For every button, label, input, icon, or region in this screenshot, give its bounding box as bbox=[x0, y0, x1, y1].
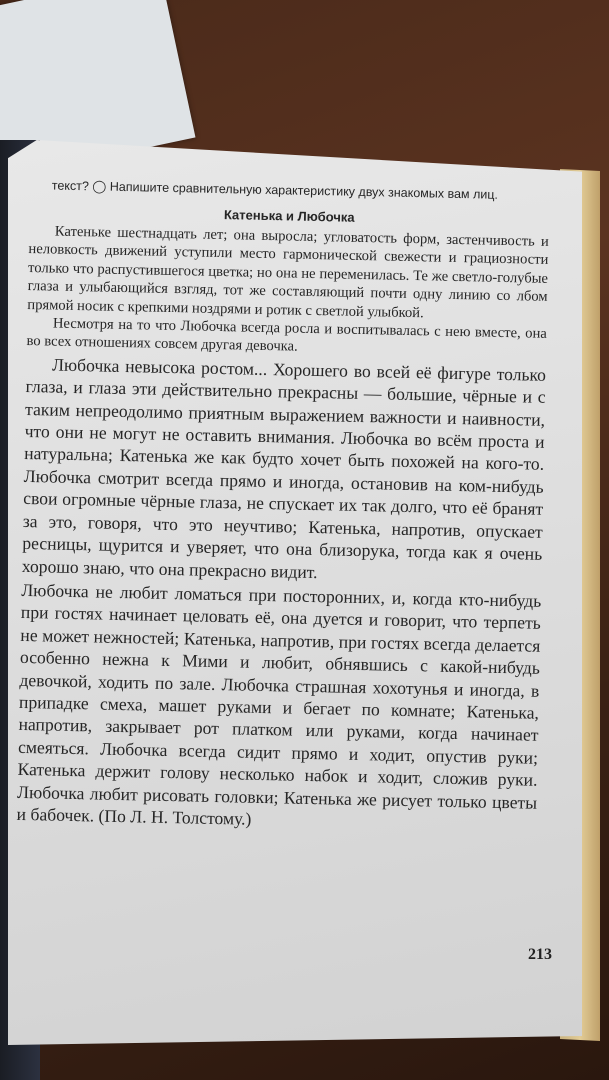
paragraph-4: Любочка не любит ломаться при посторонних, и, когда кто-нибудь при гостях начинает целовать её, она дуется и говорит, что терпеть не может нежностей; Катенька, напротив, при гостях всегда делается особенно нежна к Мими и любит, обнявшись с какой-нибудь девочкой, ходить по зале. Любочка страшная хохотунья и иногда, в припадке смеха, машет руками и бегает по комнате; Катенька, напротив, закрывает рот платком или руками, когда начинает смеяться. Любочка всегда сидит прямо и ходит, опустив руки; Катенька держит голову несколько набок и ходит, сложив руки. Любочка любит рисовать головки; Катенька же рисует только цветы и бабочек. (По Л. Н. Толстому.) bbox=[16, 579, 542, 829]
paragraph-1: Катеньке шестнадцать лет; она выросла; угловатость форм, застенчивость и неловкость движений уступили место гармонической свежести и грациозности только что распустившегося цветка; но она не переменилась. Те же светло-голубые глаза и улыбающийся взгляд, тот же составляющий почти одну линию со лбом прямой носик с крепкими ноздрями и ротик с светлой улыбкой. bbox=[27, 223, 549, 321]
task-text: текст? ◯ Напишите сравнительную характеристику двух знакомых вам лиц. bbox=[51, 178, 499, 202]
paragraph-2: Несмотря на то что Любочка всегда росла и воспитывалась с нею вместе, она во всех отношениях совсем другая девочка. bbox=[26, 315, 548, 356]
story-title: Катенька и Любочка bbox=[223, 207, 355, 225]
paragraph-3: Любочка невысока ростом... Хорошего во всей её фигуре только глаза, и глаза эти действительно прекрасны — большие, чёрные и с таким непреодолимо приятным выражением важности и наивности, что они не могут не оставить внимания. Любочка во всём проста и натуральна; Катенька же как будто хочет быть похожей на кого-то. Любочка смотрит всегда прямо и иногда, остановив на ком-нибудь свои огромные чёрные глаза, не спускает их так долго, что её бранят за это, говоря, что это неучтиво; Катенька, напротив, опускает ресницы, щурится и уверяет, что она близорука, тогда как я очень хорошо знаю, что она прекрасно видит. bbox=[21, 354, 547, 582]
page-content bbox=[16, 178, 549, 836]
page-number: 213 bbox=[528, 946, 552, 963]
